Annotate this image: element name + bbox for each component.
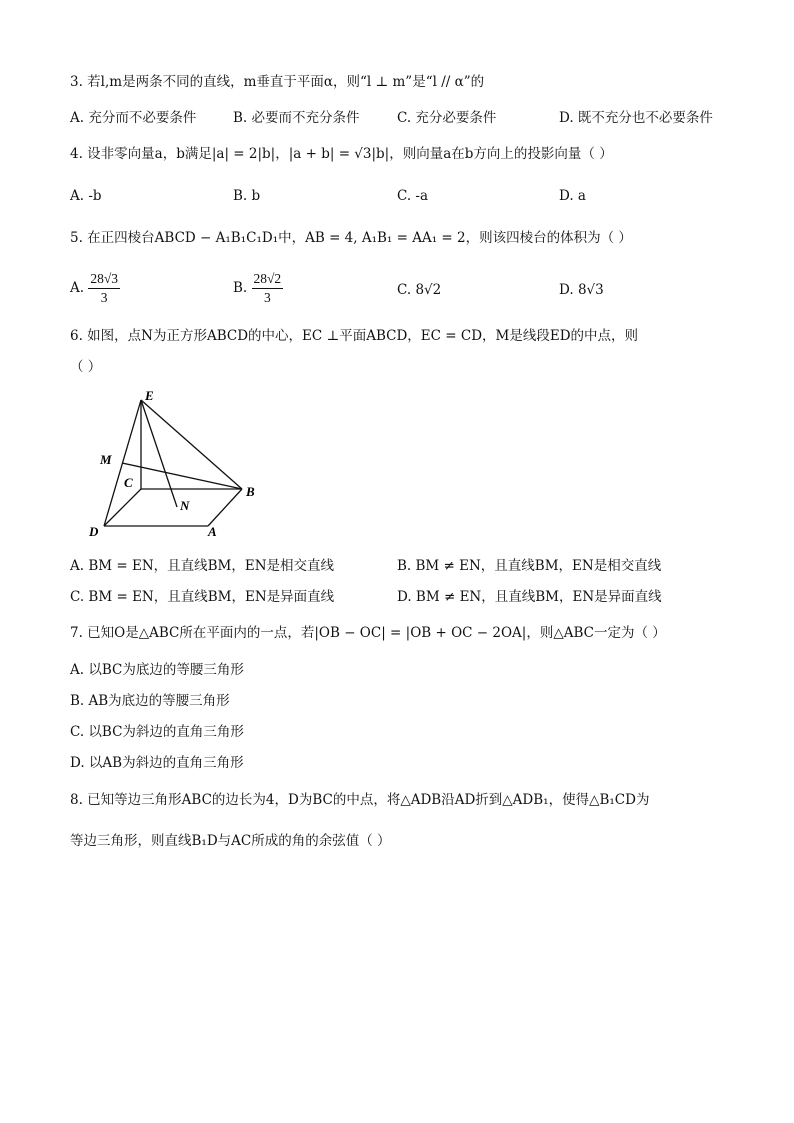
q6-stem-line2: （ ） — [70, 359, 102, 375]
q5-stem: 5. 在正四棱台ABCD − A₁B₁C₁D₁中，AB = 4, A₁B₁ = AA₁ = 2，则该四棱台的体积为（ ） — [70, 230, 632, 246]
q3-stem: 3. 若l,m是两条不同的直线，m垂直于平面α，则“l ⊥ m”是“l // α”的 — [70, 74, 485, 90]
q5-option-a-fraction — [88, 270, 120, 307]
q5-option-b-label: B. — [233, 280, 248, 296]
q5-option-b — [233, 270, 283, 307]
q5-option-b-denominator: 3 — [263, 290, 271, 305]
q5-option-a-numerator: 28√3 — [88, 270, 120, 289]
label-E: E — [145, 388, 154, 403]
q4-option-d: D. a — [559, 188, 586, 204]
q7-option-d: D. 以AB为斜边的直角三角形 — [70, 755, 244, 771]
label-M: M — [100, 452, 112, 467]
q5-option-d-value: 8√3 — [577, 282, 604, 298]
q5-option-a-label: A. — [70, 280, 85, 296]
edge-AB — [208, 489, 242, 526]
label-D: D — [89, 524, 99, 539]
q5-option-c-label: C. — [397, 282, 412, 298]
q5-option-d-label: D. — [559, 282, 574, 298]
q5-option-c — [397, 280, 441, 300]
q6-option-a: A. BM = EN，且直线BM，EN是相交直线 — [70, 558, 335, 574]
label-N: N — [180, 498, 190, 513]
q4-option-b: B. b — [233, 188, 261, 204]
q4-option-a: A. -b — [70, 188, 102, 204]
q7-option-b: B. AB为底边的等腰三角形 — [70, 693, 230, 709]
q7-option-a: A. 以BC为底边的等腰三角形 — [70, 662, 244, 678]
q4-stem: 4. 设非零向量a，b满足|a| = 2|b|，|a + b| = √3|b|，则向量a在b方向上的投影向量（ ） — [70, 146, 613, 162]
q3-option-d: D. 既不充分也不必要条件 — [559, 110, 713, 126]
q3-option-a: A. 充分而不必要条件 — [70, 110, 197, 126]
segment-BM — [122, 463, 242, 489]
q8-stem-line2: 等边三角形，则直线B₁D与AC所成的角的余弦值（ ） — [70, 833, 391, 849]
q4-option-c: C. -a — [397, 188, 429, 204]
q3-option-b: B. 必要而不充分条件 — [233, 110, 360, 126]
q6-option-d: D. BM ≠ EN，且直线BM，EN是异面直线 — [397, 589, 662, 605]
q7-option-c: C. 以BC为斜边的直角三角形 — [70, 724, 244, 740]
q7-stem: 7. 已知O是△ABC所在平面内的一点，若|OB − OC| = |OB + OC − 2OA|，则△ABC一定为（ ） — [70, 625, 666, 641]
q5-option-a-denominator: 3 — [100, 290, 108, 305]
q5-option-b-fraction — [252, 270, 284, 307]
q6-option-b: B. BM ≠ EN，且直线BM，EN是相交直线 — [397, 558, 662, 574]
q5-option-b-numerator: 28√2 — [252, 270, 284, 289]
q5-option-d — [559, 280, 604, 300]
label-A: A — [208, 524, 217, 539]
q8-stem-line1: 8. 已知等边三角形ABC的边长为4，D为BC的中点，将△ADB沿AD折到△ADB₁，使得△B₁CD为 — [70, 792, 650, 808]
q6-figure — [80, 386, 280, 546]
q3-option-c: C. 充分必要条件 — [397, 110, 497, 126]
q5-option-c-value: 8√2 — [415, 282, 442, 298]
q6-option-c: C. BM = EN，且直线BM，EN是异面直线 — [70, 589, 335, 605]
label-B: B — [246, 484, 255, 499]
q6-stem-line1: 6. 如图，点N为正方形ABCD的中心，EC ⊥平面ABCD，EC = CD，M是线段ED的中点，则 — [70, 328, 639, 344]
q5-option-a — [70, 270, 120, 307]
label-C: C — [124, 475, 133, 490]
